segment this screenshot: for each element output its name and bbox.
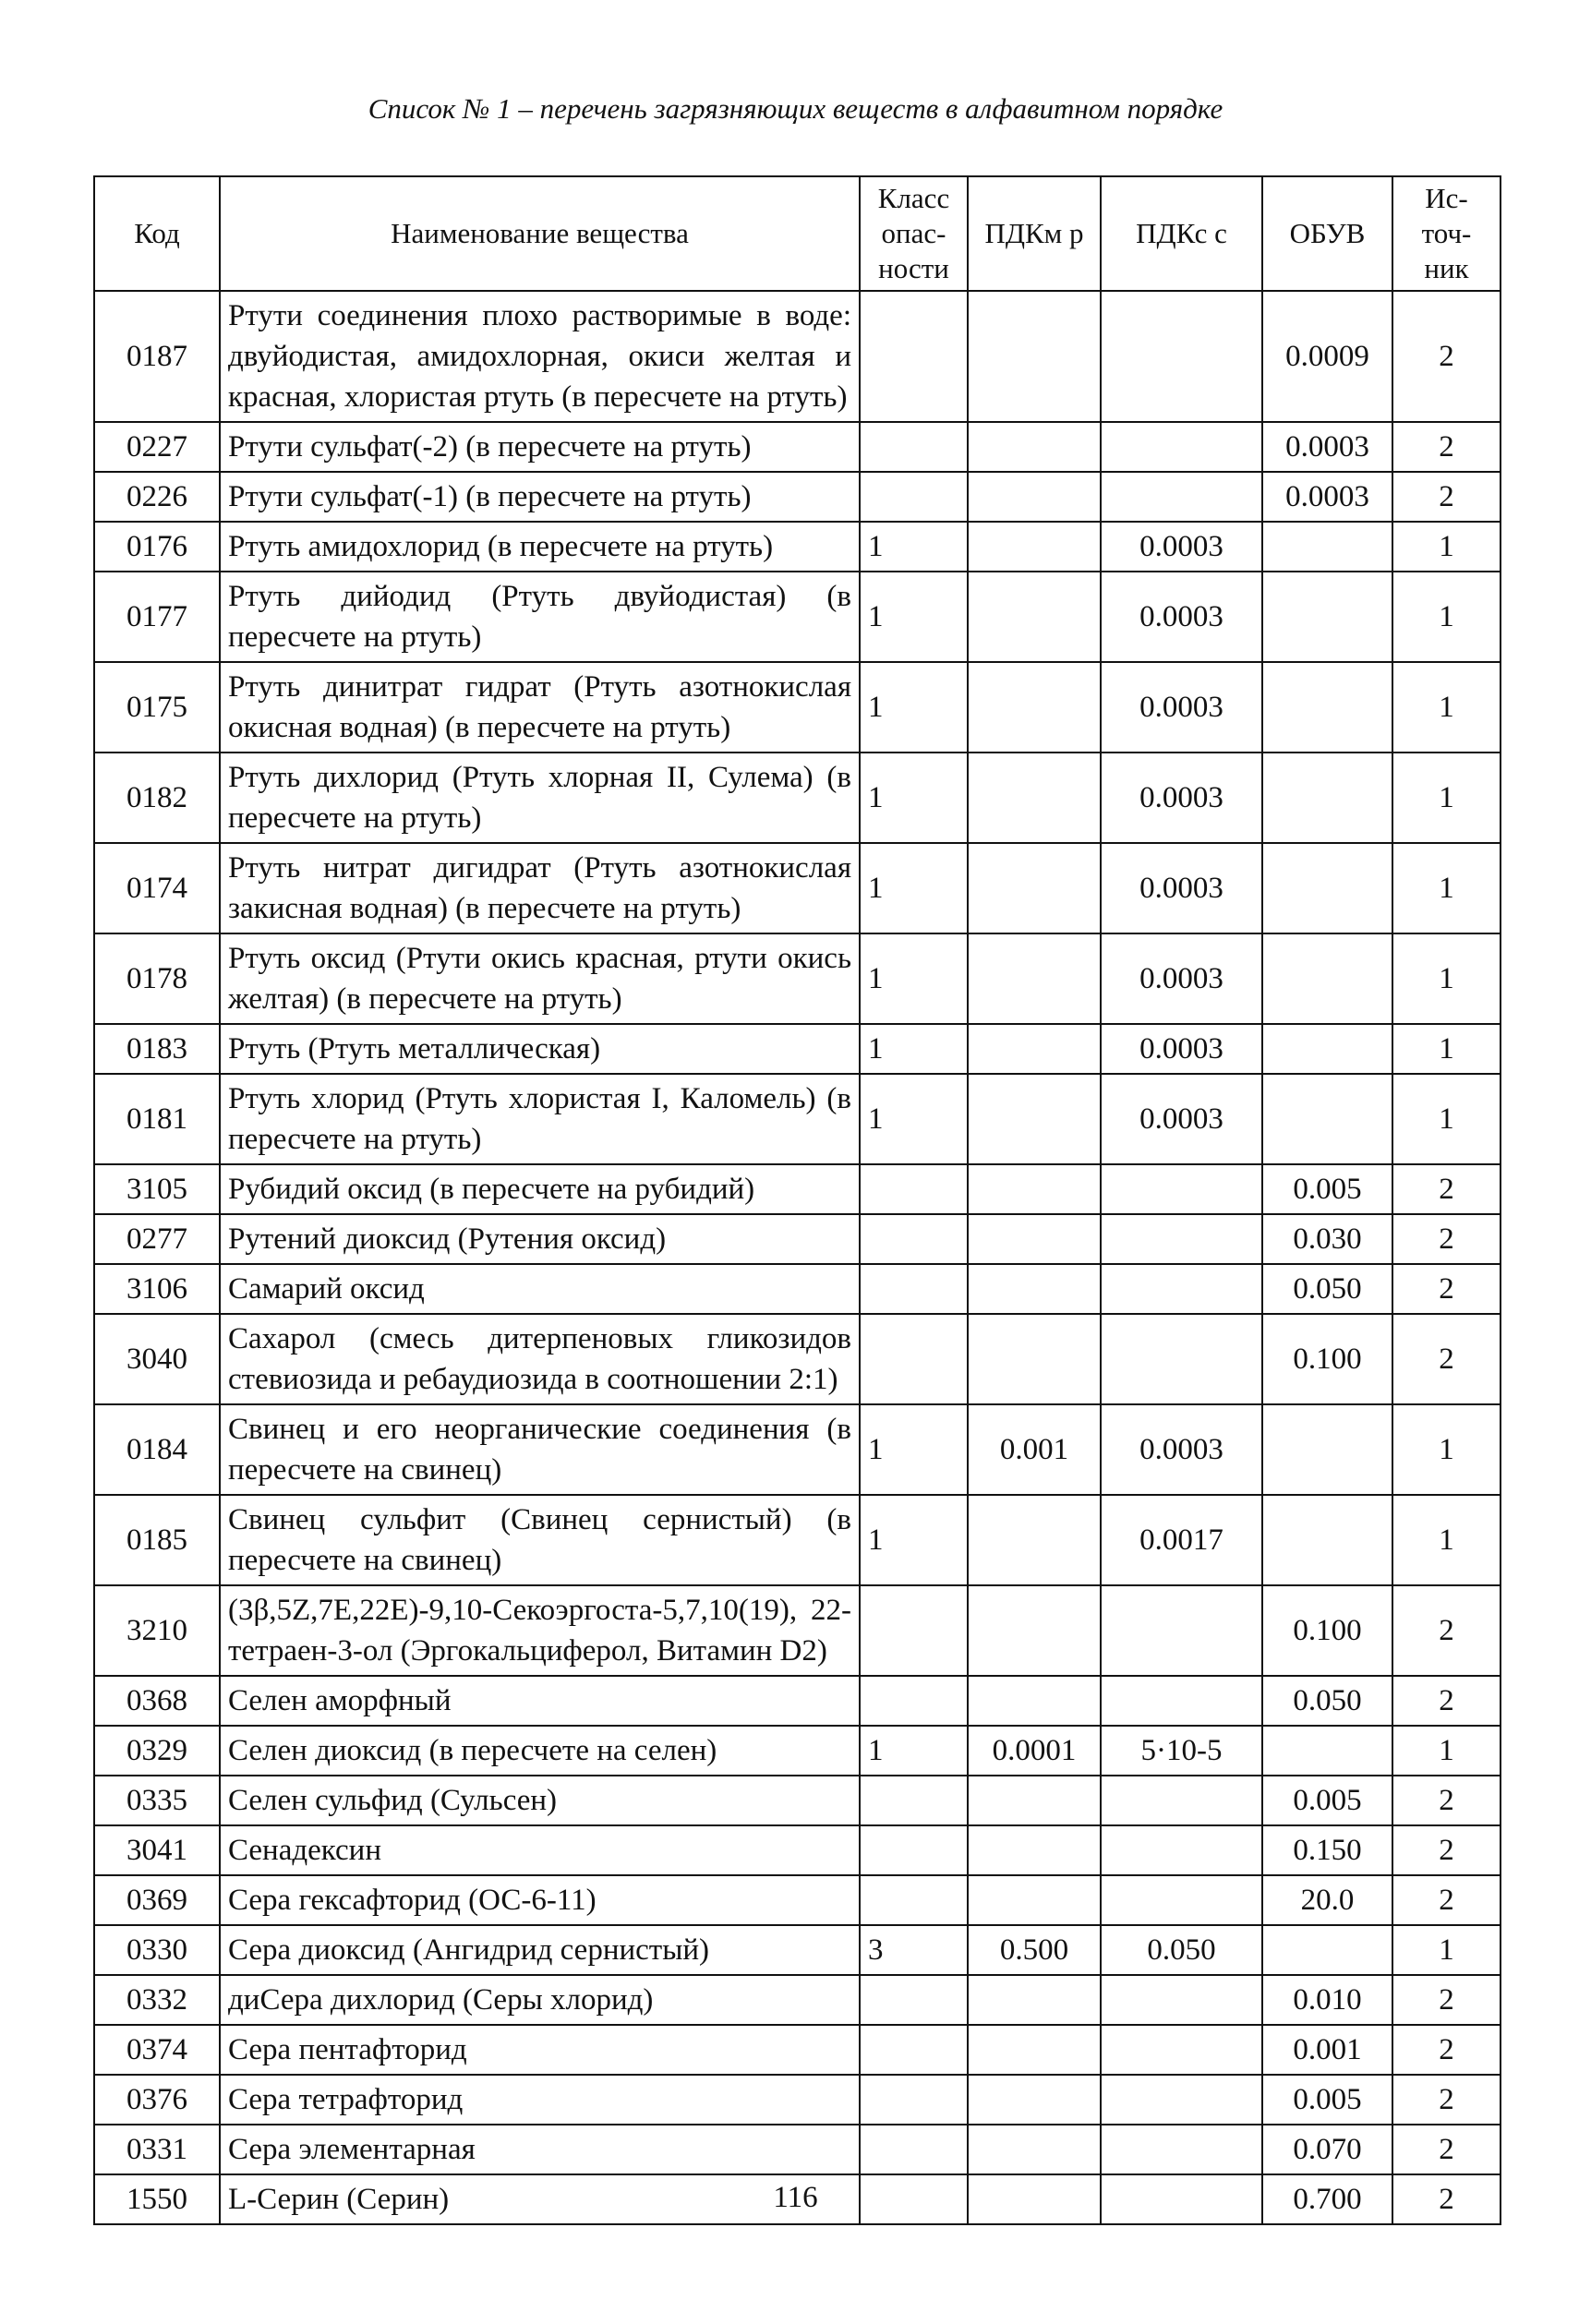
cell-obuv: 0.001 [1262, 2025, 1392, 2075]
table-row [94, 1825, 1501, 1875]
cell-pdk-mr [968, 753, 1101, 843]
cell-pdk-ss: 0.0003 [1101, 1024, 1262, 1074]
table-row [94, 1676, 1501, 1726]
cell-pdk-mr [968, 2075, 1101, 2125]
cell-source: 1 [1392, 662, 1501, 753]
cell-pdk-ss: 0.0003 [1101, 753, 1262, 843]
table-header-row [94, 176, 1501, 291]
cell-name: L-Серин (Серин) [220, 2174, 860, 2224]
cell-obuv: 0.0003 [1262, 472, 1392, 522]
table-row [94, 1074, 1501, 1164]
cell-hazard-class: 1 [860, 1726, 968, 1776]
cell-obuv [1262, 1925, 1392, 1975]
cell-pdk-mr [968, 1975, 1101, 2025]
table-row [94, 933, 1501, 1024]
cell-source: 2 [1392, 1264, 1501, 1314]
cell-pdk-mr [968, 1214, 1101, 1264]
header-hazard-class: Класс опас-ности [860, 176, 968, 291]
cell-obuv: 0.100 [1262, 1314, 1392, 1404]
cell-hazard-class [860, 1875, 968, 1925]
cell-pdk-ss [1101, 1676, 1262, 1726]
header-source: Ис-точ-ник [1392, 176, 1501, 291]
cell-obuv: 0.070 [1262, 2125, 1392, 2174]
cell-source: 2 [1392, 1825, 1501, 1875]
cell-hazard-class [860, 1264, 968, 1314]
cell-obuv [1262, 522, 1392, 572]
table-row [94, 1726, 1501, 1776]
cell-name: Сенадексин [220, 1825, 860, 1875]
cell-code: 3105 [94, 1164, 220, 1214]
cell-source: 1 [1392, 1074, 1501, 1164]
cell-source: 2 [1392, 1975, 1501, 2025]
header-pdk-ss: ПДКс с [1101, 176, 1262, 291]
cell-pdk-ss [1101, 1776, 1262, 1825]
cell-name: диСера дихлорид (Серы хлорид) [220, 1975, 860, 2025]
cell-name: Сера пентафторид [220, 2025, 860, 2075]
cell-source: 2 [1392, 1776, 1501, 1825]
table-row [94, 422, 1501, 472]
table-row [94, 1495, 1501, 1585]
cell-name: Ртуть (Ртуть металлическая) [220, 1024, 860, 1074]
cell-name: Ртуть нитрат дигидрат (Ртуть азотнокислая закисная водная) (в пересчете на ртуть) [220, 843, 860, 933]
cell-code: 0177 [94, 572, 220, 662]
cell-pdk-mr [968, 933, 1101, 1024]
cell-hazard-class [860, 291, 968, 422]
table-row [94, 291, 1501, 422]
cell-code: 0335 [94, 1776, 220, 1825]
cell-obuv [1262, 933, 1392, 1024]
table-row [94, 753, 1501, 843]
cell-source: 1 [1392, 933, 1501, 1024]
table-row [94, 472, 1501, 522]
cell-source: 2 [1392, 2174, 1501, 2224]
cell-hazard-class [860, 2075, 968, 2125]
cell-obuv: 0.0003 [1262, 422, 1392, 472]
cell-hazard-class: 1 [860, 572, 968, 662]
cell-obuv: 20.0 [1262, 1875, 1392, 1925]
cell-name: Ртути сульфат(-1) (в пересчете на ртуть) [220, 472, 860, 522]
cell-hazard-class: 1 [860, 522, 968, 572]
table-row [94, 2125, 1501, 2174]
table-row [94, 1264, 1501, 1314]
table-row [94, 843, 1501, 933]
cell-name: Селен сульфид (Сульсен) [220, 1776, 860, 1825]
cell-hazard-class: 1 [860, 662, 968, 753]
cell-code: 0277 [94, 1214, 220, 1264]
cell-obuv [1262, 572, 1392, 662]
cell-source: 1 [1392, 1024, 1501, 1074]
cell-pdk-ss [1101, 2125, 1262, 2174]
cell-pdk-mr [968, 1264, 1101, 1314]
table-body [94, 291, 1501, 2224]
cell-obuv: 0.050 [1262, 1264, 1392, 1314]
cell-hazard-class: 1 [860, 1404, 968, 1495]
cell-name: (3β,5Z,7E,22E)-9,10-Секоэргоста-5,7,10(19), 22-тетраен-3-ол (Эргокальциферол, Витамин D2) [220, 1585, 860, 1676]
cell-name: Селен диоксид (в пересчете на селен) [220, 1726, 860, 1776]
cell-obuv: 0.005 [1262, 2075, 1392, 2125]
table-row [94, 1164, 1501, 1214]
cell-obuv: 0.100 [1262, 1585, 1392, 1676]
cell-pdk-mr [968, 1875, 1101, 1925]
cell-source: 1 [1392, 843, 1501, 933]
cell-code: 0174 [94, 843, 220, 933]
cell-obuv: 0.150 [1262, 1825, 1392, 1875]
cell-code: 0226 [94, 472, 220, 522]
cell-pdk-ss: 0.0003 [1101, 662, 1262, 753]
cell-obuv: 0.005 [1262, 1164, 1392, 1214]
cell-obuv [1262, 1726, 1392, 1776]
cell-code: 1550 [94, 2174, 220, 2224]
cell-obuv [1262, 753, 1392, 843]
cell-obuv [1262, 843, 1392, 933]
cell-code: 0331 [94, 2125, 220, 2174]
cell-pdk-ss: 0.0003 [1101, 843, 1262, 933]
cell-source: 2 [1392, 1875, 1501, 1925]
cell-name: Ртуть хлорид (Ртуть хлористая I, Каломель) (в пересчете на ртуть) [220, 1074, 860, 1164]
cell-source: 2 [1392, 422, 1501, 472]
cell-code: 0187 [94, 291, 220, 422]
cell-code: 3040 [94, 1314, 220, 1404]
cell-code: 0181 [94, 1074, 220, 1164]
cell-pdk-ss [1101, 472, 1262, 522]
page-caption: Список № 1 – перечень загрязняющих веществ в алфавитном порядке [368, 92, 1223, 125]
cell-hazard-class [860, 1585, 968, 1676]
cell-code: 0175 [94, 662, 220, 753]
cell-name: Сахарол (смесь дитерпеновых гликозидов стевиозида и ребаудиозида в соотношении 2:1) [220, 1314, 860, 1404]
cell-hazard-class [860, 2125, 968, 2174]
cell-pdk-ss: 0.0003 [1101, 933, 1262, 1024]
cell-source: 2 [1392, 2075, 1501, 2125]
header-pdk-mr: ПДКм р [968, 176, 1101, 291]
cell-hazard-class [860, 1825, 968, 1875]
cell-source: 2 [1392, 2025, 1501, 2075]
cell-pdk-ss [1101, 1164, 1262, 1214]
cell-pdk-mr: 0.500 [968, 1925, 1101, 1975]
page-number: 116 [773, 2181, 818, 2214]
cell-obuv [1262, 1024, 1392, 1074]
table-row [94, 662, 1501, 753]
cell-source: 2 [1392, 1585, 1501, 1676]
cell-name: Рутений диоксид (Рутения оксид) [220, 1214, 860, 1264]
cell-hazard-class [860, 1314, 968, 1404]
cell-name: Свинец и его неорганические соединения (в пересчете на свинец) [220, 1404, 860, 1495]
cell-name: Ртуть динитрат гидрат (Ртуть азотнокислая окисная водная) (в пересчете на ртуть) [220, 662, 860, 753]
cell-name: Ртуть оксид (Ртути окись красная, ртути окись желтая) (в пересчете на ртуть) [220, 933, 860, 1024]
cell-code: 0184 [94, 1404, 220, 1495]
cell-obuv: 0.050 [1262, 1676, 1392, 1726]
cell-pdk-mr [968, 1776, 1101, 1825]
cell-obuv: 0.030 [1262, 1214, 1392, 1264]
cell-hazard-class [860, 2025, 968, 2075]
cell-pdk-mr [968, 1825, 1101, 1875]
cell-pdk-mr [968, 1585, 1101, 1676]
cell-source: 2 [1392, 1214, 1501, 1264]
cell-pdk-ss: 0.0003 [1101, 572, 1262, 662]
cell-code: 0369 [94, 1875, 220, 1925]
header-code: Код [94, 176, 220, 291]
cell-pdk-mr [968, 1314, 1101, 1404]
cell-pdk-mr [968, 662, 1101, 753]
cell-source: 2 [1392, 1314, 1501, 1404]
table-row [94, 1776, 1501, 1825]
cell-hazard-class: 1 [860, 753, 968, 843]
table-row [94, 1024, 1501, 1074]
cell-source: 1 [1392, 1726, 1501, 1776]
substances-table [93, 175, 1501, 2225]
cell-source: 1 [1392, 753, 1501, 843]
cell-code: 0183 [94, 1024, 220, 1074]
cell-hazard-class [860, 1164, 968, 1214]
cell-name: Ртуть дийодид (Ртуть двуйодистая) (в пересчете на ртуть) [220, 572, 860, 662]
cell-pdk-mr [968, 1495, 1101, 1585]
header-obuv: ОБУВ [1262, 176, 1392, 291]
cell-name: Сера диоксид (Ангидрид сернистый) [220, 1925, 860, 1975]
cell-source: 1 [1392, 1495, 1501, 1585]
table-row [94, 1925, 1501, 1975]
table-row [94, 2075, 1501, 2125]
cell-pdk-mr [968, 522, 1101, 572]
cell-pdk-mr [968, 2125, 1101, 2174]
cell-obuv [1262, 662, 1392, 753]
cell-code: 0185 [94, 1495, 220, 1585]
cell-hazard-class [860, 1776, 968, 1825]
cell-hazard-class: 1 [860, 843, 968, 933]
cell-hazard-class: 1 [860, 1495, 968, 1585]
table-row [94, 572, 1501, 662]
cell-hazard-class: 3 [860, 1925, 968, 1975]
cell-source: 2 [1392, 2125, 1501, 2174]
cell-code: 3106 [94, 1264, 220, 1314]
cell-obuv [1262, 1404, 1392, 1495]
cell-code: 0330 [94, 1925, 220, 1975]
cell-code: 0182 [94, 753, 220, 843]
cell-obuv: 0.0009 [1262, 291, 1392, 422]
cell-hazard-class: 1 [860, 1024, 968, 1074]
cell-hazard-class [860, 1214, 968, 1264]
cell-source: 2 [1392, 1676, 1501, 1726]
cell-hazard-class: 1 [860, 933, 968, 1024]
cell-code: 0332 [94, 1975, 220, 2025]
cell-name: Сера элементарная [220, 2125, 860, 2174]
cell-pdk-mr [968, 843, 1101, 933]
cell-pdk-ss: 0.0003 [1101, 1074, 1262, 1164]
cell-obuv: 0.005 [1262, 1776, 1392, 1825]
cell-pdk-ss [1101, 422, 1262, 472]
table-row [94, 1875, 1501, 1925]
cell-pdk-mr [968, 422, 1101, 472]
cell-name: Сера тетрафторид [220, 2075, 860, 2125]
cell-pdk-mr: 0.0001 [968, 1726, 1101, 1776]
cell-source: 1 [1392, 522, 1501, 572]
cell-hazard-class [860, 472, 968, 522]
cell-hazard-class [860, 1975, 968, 2025]
cell-obuv [1262, 1495, 1392, 1585]
cell-pdk-ss [1101, 1264, 1262, 1314]
cell-code: 3041 [94, 1825, 220, 1875]
table-row [94, 1314, 1501, 1404]
cell-hazard-class [860, 1676, 968, 1726]
cell-name: Ртути сульфат(-2) (в пересчете на ртуть) [220, 422, 860, 472]
table-row [94, 522, 1501, 572]
cell-pdk-mr [968, 2025, 1101, 2075]
table-row [94, 1585, 1501, 1676]
cell-name: Самарий оксид [220, 1264, 860, 1314]
cell-pdk-ss [1101, 1214, 1262, 1264]
cell-obuv: 0.010 [1262, 1975, 1392, 2025]
cell-pdk-ss: 0.0017 [1101, 1495, 1262, 1585]
table-row [94, 1975, 1501, 2025]
cell-code: 0376 [94, 2075, 220, 2125]
cell-source: 1 [1392, 1404, 1501, 1495]
cell-pdk-mr [968, 572, 1101, 662]
cell-code: 0374 [94, 2025, 220, 2075]
cell-pdk-mr [968, 472, 1101, 522]
cell-name: Сера гексафторид (ОС-6-11) [220, 1875, 860, 1925]
cell-obuv [1262, 1074, 1392, 1164]
cell-pdk-mr [968, 291, 1101, 422]
cell-code: 0368 [94, 1676, 220, 1726]
cell-code: 0329 [94, 1726, 220, 1776]
cell-code: 3210 [94, 1585, 220, 1676]
cell-source: 1 [1392, 1925, 1501, 1975]
cell-name: Ртуть амидохлорид (в пересчете на ртуть) [220, 522, 860, 572]
cell-source: 2 [1392, 472, 1501, 522]
cell-name: Ртуть дихлорид (Ртуть хлорная II, Сулема) (в пересчете на ртуть) [220, 753, 860, 843]
cell-pdk-ss: 5·10-5 [1101, 1726, 1262, 1776]
cell-source: 1 [1392, 572, 1501, 662]
cell-source: 2 [1392, 291, 1501, 422]
cell-pdk-ss [1101, 2025, 1262, 2075]
cell-name: Селен аморфный [220, 1676, 860, 1726]
cell-code: 0227 [94, 422, 220, 472]
cell-pdk-ss [1101, 1825, 1262, 1875]
cell-name: Рубидий оксид (в пересчете на рубидий) [220, 1164, 860, 1214]
cell-pdk-ss [1101, 2075, 1262, 2125]
cell-obuv: 0.700 [1262, 2174, 1392, 2224]
cell-hazard-class [860, 422, 968, 472]
cell-pdk-ss [1101, 1314, 1262, 1404]
cell-pdk-ss [1101, 1975, 1262, 2025]
cell-pdk-mr [968, 1676, 1101, 1726]
cell-pdk-ss [1101, 291, 1262, 422]
cell-pdk-mr [968, 1164, 1101, 1214]
header-name: Наименование вещества [220, 176, 860, 291]
table-row [94, 1214, 1501, 1264]
cell-pdk-mr [968, 1024, 1101, 1074]
cell-name: Ртути соединения плохо растворимые в воде: двуйодистая, амидохлорная, окиси желтая и красная, хлористая ртуть (в пересчете на ртуть) [220, 291, 860, 422]
cell-name: Свинец сульфит (Свинец сернистый) (в пересчете на свинец) [220, 1495, 860, 1585]
cell-hazard-class: 1 [860, 1074, 968, 1164]
cell-pdk-ss: 0.0003 [1101, 522, 1262, 572]
cell-pdk-ss [1101, 1875, 1262, 1925]
cell-code: 0178 [94, 933, 220, 1024]
cell-pdk-mr: 0.001 [968, 1404, 1101, 1495]
cell-source: 2 [1392, 1164, 1501, 1214]
table-row [94, 2025, 1501, 2075]
table-row [94, 1404, 1501, 1495]
cell-pdk-ss: 0.050 [1101, 1925, 1262, 1975]
cell-pdk-ss: 0.0003 [1101, 1404, 1262, 1495]
cell-pdk-ss [1101, 1585, 1262, 1676]
cell-pdk-mr [968, 1074, 1101, 1164]
cell-code: 0176 [94, 522, 220, 572]
